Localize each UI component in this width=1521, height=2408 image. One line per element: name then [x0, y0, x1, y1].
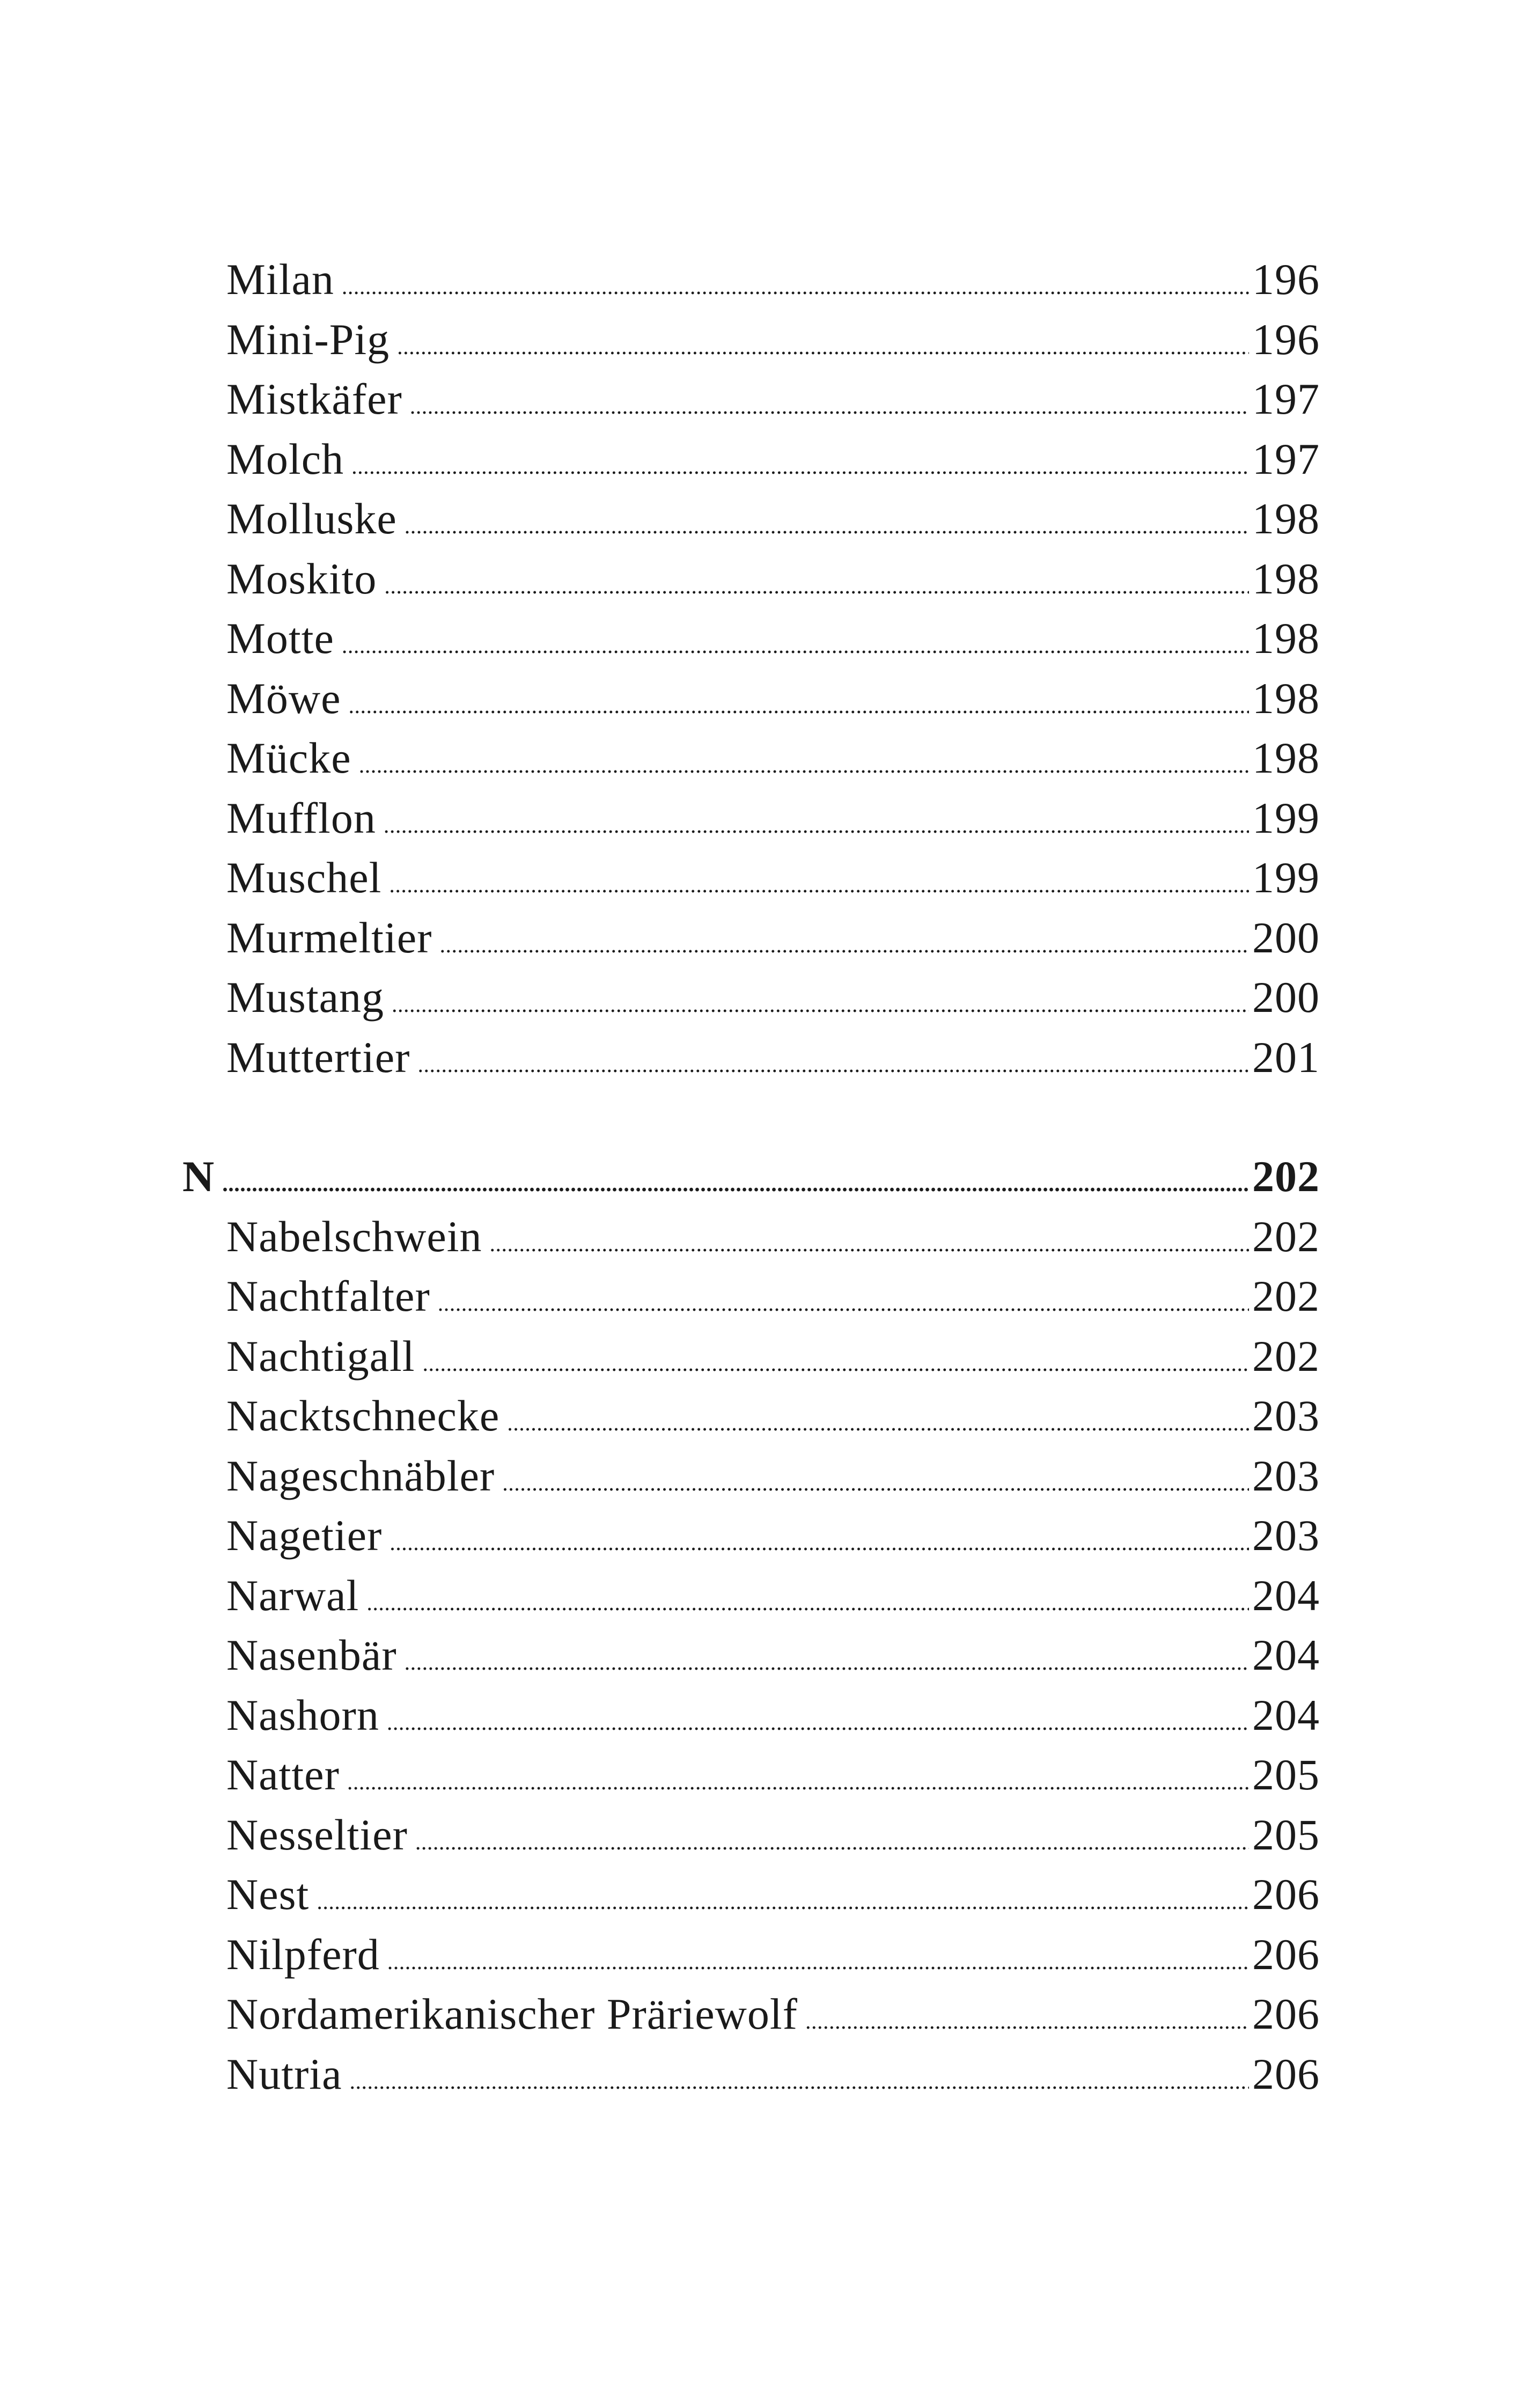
- toc-entry-page: 198: [1252, 554, 1320, 603]
- toc-entry: [182, 1984, 1320, 2044]
- toc-entry-term: Möwe: [226, 673, 341, 723]
- table-of-contents: [182, 249, 1320, 2104]
- toc-entry: [182, 1566, 1320, 1626]
- toc-entry: [182, 1864, 1320, 1925]
- toc-entry-term: Nageschnäbler: [226, 1451, 495, 1500]
- toc-entry: [182, 489, 1320, 549]
- toc-entry: [182, 728, 1320, 788]
- toc-entry-term: Nasenbär: [226, 1631, 397, 1679]
- toc-entry-page: 205: [1252, 1750, 1320, 1799]
- toc-entry-page: 206: [1252, 2049, 1320, 2098]
- toc-entry-term: Molch: [226, 434, 344, 483]
- toc-entry: [182, 1745, 1320, 1805]
- toc-entry: [182, 1326, 1320, 1386]
- toc-entry-term: Muschel: [226, 853, 382, 902]
- toc-entry-term: Nachtfalter: [226, 1272, 430, 1320]
- toc-entry-page: 196: [1252, 255, 1320, 304]
- dot-leader: [438, 1266, 1249, 1334]
- toc-entry: [182, 1506, 1320, 1566]
- dot-leader: [805, 1984, 1249, 2052]
- toc-entry: [182, 608, 1320, 669]
- dot-leader: [507, 1386, 1249, 1454]
- dot-leader: [342, 249, 1249, 318]
- dot-leader: [390, 1506, 1249, 1574]
- toc-entry-page: 203: [1252, 1511, 1320, 1560]
- toc-entry-term: Natter: [226, 1750, 340, 1799]
- toc-entry-term: Nest: [226, 1870, 310, 1919]
- toc-entry: [182, 967, 1320, 1027]
- dot-leader: [410, 369, 1249, 437]
- toc-entry: [182, 429, 1320, 489]
- dot-leader: [392, 967, 1249, 1036]
- toc-section-m-continued: [182, 249, 1320, 1087]
- dot-leader: [366, 1566, 1249, 1634]
- toc-entry-term: Nordamerikanischer Präriewolf: [226, 1989, 798, 2038]
- toc-heading-letter: N: [182, 1152, 215, 1201]
- toc-entry-term: Milan: [226, 255, 334, 304]
- toc-entry-term: Nesseltier: [226, 1810, 408, 1859]
- toc-entry-page: 202: [1252, 1212, 1320, 1261]
- dot-leader: [439, 908, 1249, 976]
- dot-leader: [423, 1326, 1249, 1394]
- toc-entry: [182, 1625, 1320, 1685]
- toc-entry-term: Narwal: [226, 1570, 359, 1620]
- toc-entry: [182, 1207, 1320, 1267]
- dot-leader: [490, 1207, 1250, 1275]
- toc-entry-term: Nabelschwein: [226, 1212, 482, 1261]
- toc-entry-page: 205: [1252, 1810, 1320, 1859]
- toc-entry-page: 206: [1252, 1989, 1320, 2038]
- dot-leader: [317, 1864, 1249, 1933]
- toc-entry-page: 198: [1252, 733, 1320, 782]
- toc-entry-page: 198: [1252, 673, 1320, 723]
- toc-entry: [182, 1925, 1320, 1985]
- toc-entry-term: Moskito: [226, 554, 377, 603]
- toc-entry: [182, 1027, 1320, 1088]
- toc-section-heading: [182, 1147, 1320, 1207]
- dot-leader: [349, 2044, 1249, 2112]
- toc-entry-page: 199: [1252, 853, 1320, 902]
- toc-entry: [182, 848, 1320, 908]
- toc-entry: [182, 369, 1320, 429]
- toc-entry-term: Murmeltier: [226, 913, 432, 962]
- toc-entry-page: 196: [1252, 314, 1320, 364]
- toc-entry-term: Nashorn: [226, 1690, 379, 1739]
- toc-section-n: [182, 1147, 1320, 2104]
- toc-entry: [182, 549, 1320, 609]
- toc-entry-page: 204: [1252, 1570, 1320, 1620]
- toc-entry-page: 203: [1252, 1391, 1320, 1440]
- toc-entry-page: 206: [1252, 1929, 1320, 1979]
- toc-entry-page: 202: [1252, 1272, 1320, 1320]
- dot-leader: [222, 1147, 1249, 1215]
- toc-entry-term: Nutria: [226, 2049, 342, 2098]
- dot-leader: [415, 1805, 1249, 1873]
- dot-leader: [349, 669, 1249, 737]
- toc-entry-page: 200: [1252, 973, 1320, 1022]
- toc-entry-page: 199: [1252, 793, 1320, 842]
- dot-leader: [342, 608, 1249, 677]
- dot-leader: [384, 549, 1249, 617]
- toc-entry: [182, 1805, 1320, 1865]
- toc-entry-term: Nagetier: [226, 1511, 383, 1560]
- dot-leader: [405, 489, 1249, 557]
- toc-entry: [182, 1386, 1320, 1446]
- toc-entry: [182, 669, 1320, 729]
- toc-entry-page: 202: [1252, 1331, 1320, 1381]
- toc-entry-term: Mistkäfer: [226, 375, 402, 423]
- toc-entry-page: 197: [1252, 434, 1320, 483]
- dot-leader: [384, 788, 1249, 856]
- toc-entry-page: 204: [1252, 1631, 1320, 1679]
- toc-heading-page: 202: [1252, 1152, 1320, 1201]
- toc-entry-term: Mücke: [226, 733, 351, 782]
- toc-entry: [182, 249, 1320, 310]
- dot-leader: [359, 728, 1249, 796]
- toc-entry: [182, 788, 1320, 848]
- toc-entry-term: Molluske: [226, 494, 397, 543]
- toc-entry-term: Nilpferd: [226, 1929, 380, 1979]
- dot-leader: [502, 1446, 1249, 1514]
- dot-leader: [387, 1925, 1249, 1993]
- toc-entry-page: 206: [1252, 1870, 1320, 1919]
- dot-leader: [417, 1027, 1249, 1096]
- toc-entry: [182, 1266, 1320, 1326]
- dot-leader: [397, 310, 1249, 378]
- dot-leader: [351, 429, 1249, 497]
- toc-entry-term: Mustang: [226, 973, 384, 1022]
- toc-entry: [182, 2044, 1320, 2104]
- toc-entry-term: Mufflon: [226, 793, 376, 842]
- toc-entry: [182, 310, 1320, 370]
- toc-entry-term: Nachtigall: [226, 1331, 415, 1381]
- toc-entry-page: 200: [1252, 913, 1320, 962]
- toc-entry-page: 197: [1252, 375, 1320, 423]
- toc-entry-page: 198: [1252, 614, 1320, 663]
- toc-entry: [182, 908, 1320, 968]
- dot-leader: [387, 1685, 1249, 1753]
- toc-entry-term: Mini-Pig: [226, 314, 390, 364]
- toc-entry-page: 198: [1252, 494, 1320, 543]
- toc-entry-term: Motte: [226, 614, 334, 663]
- toc-entry-term: Nacktschnecke: [226, 1391, 500, 1440]
- toc-entry-term: Muttertier: [226, 1032, 410, 1082]
- dot-leader: [389, 848, 1249, 916]
- dot-leader: [347, 1745, 1249, 1813]
- toc-entry-page: 201: [1252, 1032, 1320, 1082]
- toc-entry-page: 203: [1252, 1451, 1320, 1500]
- dot-leader: [405, 1625, 1249, 1693]
- toc-entry: [182, 1446, 1320, 1506]
- toc-entry: [182, 1685, 1320, 1745]
- toc-entry-page: 204: [1252, 1690, 1320, 1739]
